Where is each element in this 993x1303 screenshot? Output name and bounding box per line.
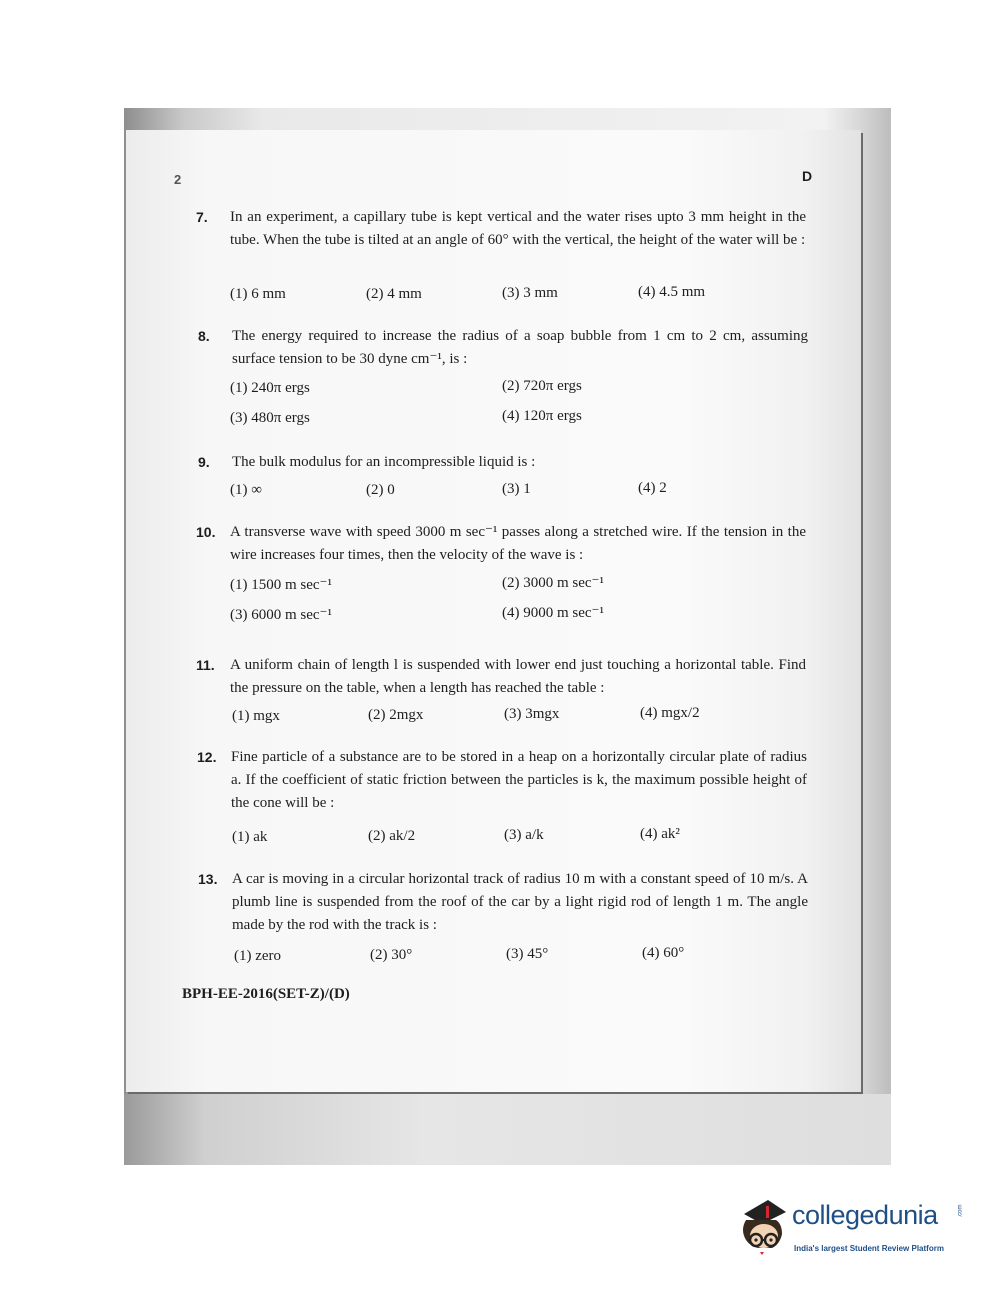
option-3: (3) 45° (506, 946, 549, 962)
option-3: (3) 1 (502, 481, 531, 497)
question-text: In an experiment, a capillary tube is kept vertical and the water rises upto 3 mm height in the tube. When the tube is tilted at an angle of 60° with the vertical, the height of the water will be : (230, 209, 806, 248)
option-1: (1) 240π ergs (230, 380, 310, 396)
question-text: A car is moving in a circular horizontal track of radius 10 m with a constant speed of 10 m/s. A plumb line is suspended from the roof of the car by a light rigid rod of length 1 m. The angle made by the rod with the track is : (232, 871, 808, 933)
option-2: (2) 0 (366, 482, 395, 498)
brand-name: collegedunia (792, 1200, 938, 1230)
question-number: 11. (196, 657, 215, 673)
option-2: (2) 720π ergs (502, 378, 582, 394)
option-4: (4) 4.5 mm (638, 284, 706, 300)
option-4: (4) mgx/2 (640, 705, 700, 721)
option-4: (4) 9000 m sec⁻¹ (502, 605, 604, 621)
option-3: (3) 480π ergs (230, 410, 310, 426)
scanner-shadow-band (124, 1094, 891, 1165)
option-4: (4) 2 (638, 480, 667, 496)
option-2: (2) ak/2 (368, 828, 416, 844)
question-number: 9. (198, 454, 210, 470)
option-4: (4) 120π ergs (502, 408, 582, 424)
question-text: Fine particle of a substance are to be stored in a heap on a horizontally circular plate of radius a. If the coefficient of static friction between the particles is k, the maximum possible height of the cone will be : (231, 749, 807, 811)
page-corner-mark: 2 (174, 172, 182, 187)
scanned-sheet (124, 108, 891, 1165)
set-code-label: D (802, 168, 813, 184)
brand-domain: .com (957, 1204, 964, 1218)
option-3: (3) 3mgx (504, 706, 560, 722)
option-1: (1) ∞ (230, 482, 262, 498)
question-text: A uniform chain of length l is suspended with lower end just touching a horizontal table. Find the pressure on the table, when a length has reached the table : (230, 657, 806, 696)
option-3: (3) a/k (504, 827, 544, 843)
option-1: (1) zero (234, 948, 282, 964)
option-2: (2) 30° (370, 947, 413, 963)
question-text: The energy required to increase the radius of a soap bubble from 1 cm to 2 cm, assuming surface tension to be 30 dyne cm⁻¹, is : (232, 328, 808, 367)
question-text: The bulk modulus for an incompressible liquid is : (232, 454, 536, 470)
option-2: (2) 2mgx (368, 707, 424, 723)
option-3: (3) 6000 m sec⁻¹ (230, 607, 332, 623)
exam-code-footer: BPH-EE-2016(SET-Z)/(D) (182, 986, 350, 1002)
question-number: 13. (198, 871, 218, 887)
question-number: 10. (196, 524, 216, 540)
option-1: (1) 1500 m sec⁻¹ (230, 577, 332, 593)
question-number: 7. (196, 209, 208, 225)
option-4: (4) 60° (642, 945, 685, 961)
mascot-icon (736, 1196, 792, 1256)
question-text: A transverse wave with speed 3000 m sec⁻¹ passes along a stretched wire. If the tension in the wire increases four times, then the velocity of the wave is : (230, 524, 806, 563)
brand-tagline: India's largest Student Review Platform (794, 1244, 944, 1253)
option-3: (3) 3 mm (502, 285, 558, 301)
option-2: (2) 4 mm (366, 286, 422, 302)
collegedunia-logo[interactable] (736, 1196, 966, 1260)
option-1: (1) 6 mm (230, 286, 286, 302)
option-4: (4) ak² (640, 826, 680, 842)
question-number: 8. (198, 328, 210, 344)
option-1: (1) mgx (232, 708, 280, 724)
question-number: 12. (197, 749, 217, 765)
option-2: (2) 3000 m sec⁻¹ (502, 575, 604, 591)
option-1: (1) ak (232, 829, 268, 845)
